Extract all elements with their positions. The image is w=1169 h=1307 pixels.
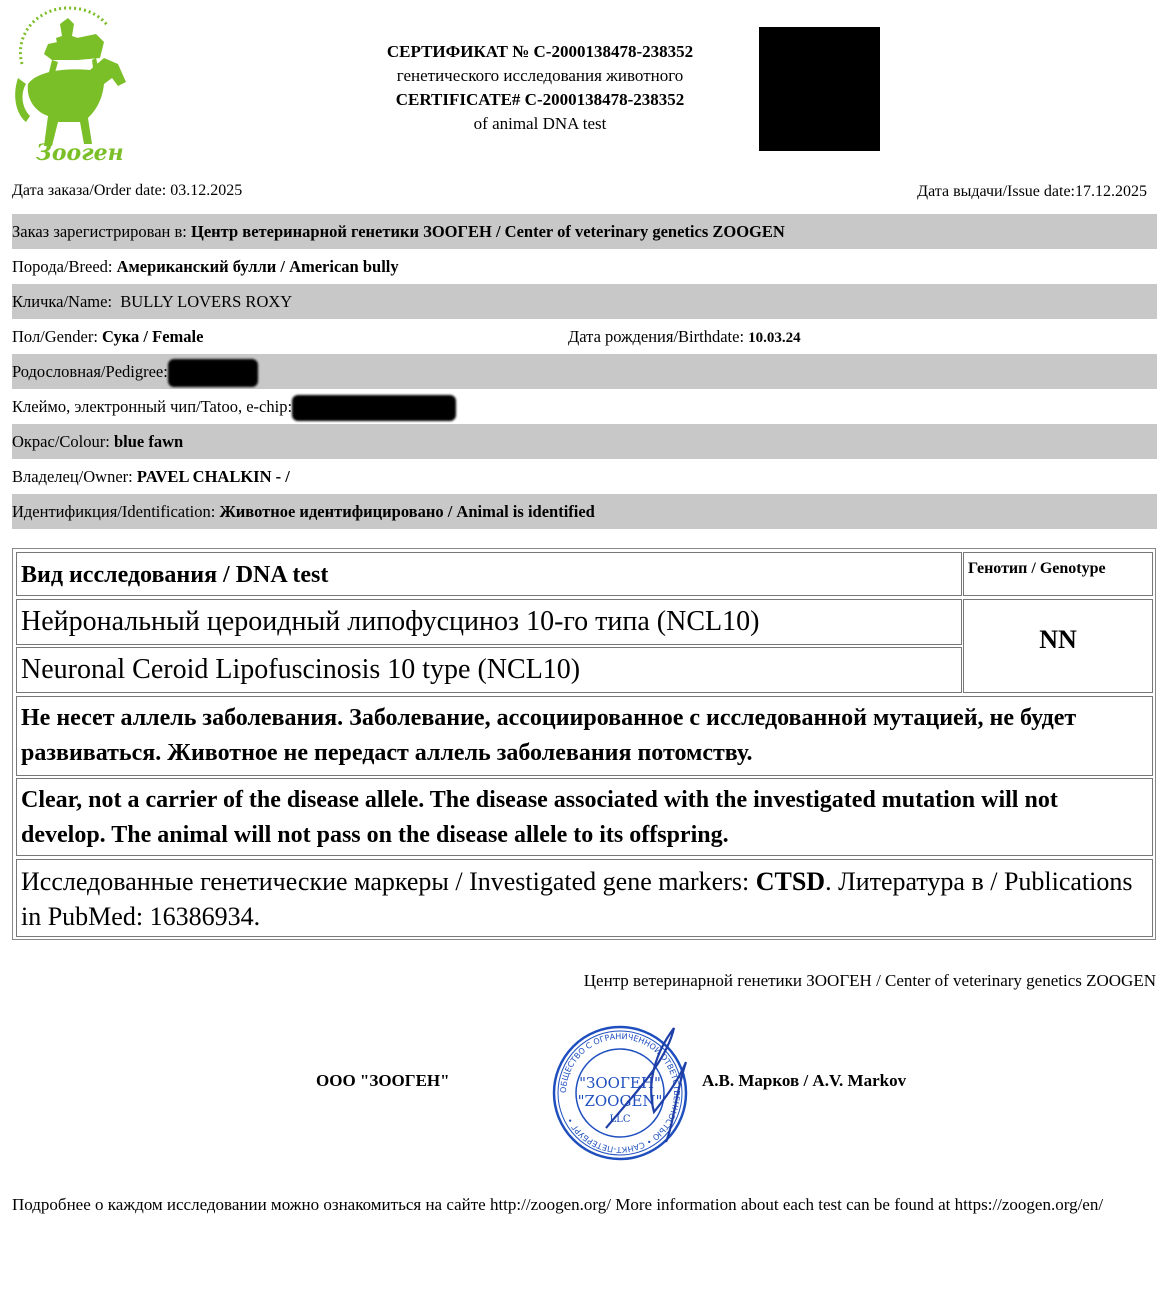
- owner-value: PAVEL CHALKIN - /: [136, 467, 290, 486]
- identification-label: Идентификция/Identification:: [12, 502, 216, 521]
- dna-test-table: [12, 548, 1156, 940]
- certificate-header: [330, 40, 750, 136]
- genotype-value: NN: [963, 599, 1153, 693]
- center-name: Центр ветеринарной генетики ЗООГЕН / Center of veterinary genetics ZOOGEN: [583, 971, 1156, 990]
- test-column-header: Вид исследования / DNA test: [16, 552, 962, 596]
- chip-row: [12, 389, 1157, 424]
- breed-label: Порода/Breed:: [12, 257, 113, 276]
- issue-date-value: 17.12.2025: [1075, 183, 1147, 200]
- result-ru: Не несет аллель заболевания. Заболевание, ассоциированное с исследованной мутацией, не будет развиваться. Животное не передаст аллель заболевания потомству.: [16, 696, 1153, 776]
- registered-label: Заказ зарегистрирован в:: [12, 222, 187, 241]
- redacted-qr-code: [759, 27, 880, 151]
- signer-name: А.В. Марков / A.V. Markov: [702, 1071, 907, 1090]
- stamp-line2: "ZOOGEN": [577, 1092, 663, 1110]
- issue-date: [917, 183, 1147, 201]
- gender-value: Сука / Female: [102, 327, 204, 346]
- owner-row: [12, 459, 1157, 494]
- gene-markers: [16, 859, 1153, 937]
- certificate-subtitle-en: of animal DNA test: [473, 114, 607, 133]
- stamp-line1: "ЗООГЕН": [579, 1074, 661, 1092]
- redacted-pedigree: [168, 359, 258, 387]
- order-date: [12, 182, 242, 200]
- test-name-en: Neuronal Ceroid Lipofuscinosis 10 type (NCL10): [16, 647, 962, 693]
- registered-row: [12, 214, 1157, 249]
- birthdate-label: Дата рождения/Birthdate:: [568, 327, 745, 346]
- company-stamp: [546, 1022, 694, 1164]
- footer-note: Подробнее о каждом исследовании можно ознакомиться на сайте http://zoogen.org/ More information about each test can be found at https://zoogen.org/en/: [12, 1195, 1104, 1214]
- pedigree-row: [12, 354, 1157, 389]
- owner-label: Владелец/Owner:: [12, 467, 133, 486]
- chip-label: Клеймо, электронный чип/Tatoo, e-chip:: [12, 397, 293, 416]
- name-label: Кличка/Name:: [12, 292, 113, 311]
- birthdate-value: 10.03.24: [748, 330, 801, 346]
- stamp-ring-text: ОБЩЕСТВО С ОГРАНИЧЕННОЙ ОТВЕТСТВЕННОСТЬЮ • САНКТ-ПЕТЕРБУРГ •: [558, 1031, 682, 1155]
- identification-value: Животное идентифицировано / Animal is identified: [219, 502, 595, 521]
- result-en: Clear, not a carrier of the disease allele. The disease associated with the investigated mutation will not develop. The animal will not pass on the disease allele to its offspring.: [16, 778, 1153, 856]
- markers-prefix: Исследованные генетические маркеры / Investigated gene markers:: [21, 867, 750, 896]
- certificate-subtitle-ru: генетического исследования животного: [396, 66, 684, 85]
- markers-suffix: . Литература в / Publications in PubMed: 16386934.: [21, 867, 1133, 931]
- gender-row: [12, 319, 1157, 354]
- identification-row: [12, 494, 1157, 529]
- gender-label: Пол/Gender:: [12, 327, 98, 346]
- test-name-ru: Нейрональный цероидный липофусциноз 10-го типа (NCL10): [16, 599, 962, 645]
- certificate-title-ru: СЕРТИФИКАТ № С-2000138478-238352: [386, 42, 694, 61]
- genotype-column-header: Генотип / Genotype: [963, 552, 1153, 596]
- birthdate: [568, 319, 801, 356]
- animal-info: [12, 214, 1157, 529]
- markers-gene: CTSD: [755, 867, 826, 896]
- breed-value: Американский булли / American bully: [116, 257, 399, 276]
- zoogen-logo: [8, 4, 128, 169]
- colour-value: blue fawn: [113, 432, 184, 451]
- colour-label: Окрас/Colour:: [12, 432, 110, 451]
- company-name: ООО "ЗООГЕН": [316, 1071, 450, 1090]
- pedigree-label: Родословная/Pedigree:: [12, 362, 168, 381]
- name-value: BULLY LOVERS ROXY: [120, 292, 293, 311]
- certificate-title-en: CERTIFICATE# C-2000138478-238352: [395, 90, 685, 109]
- colour-row: [12, 424, 1157, 459]
- order-date-label: Дата заказа/Order date:: [12, 182, 167, 199]
- stamp-line3: LLC: [609, 1114, 631, 1125]
- redacted-chip: [292, 395, 456, 421]
- name-row: [12, 284, 1157, 319]
- order-date-value: 03.12.2025: [170, 182, 243, 199]
- logo-text: Зооген: [36, 140, 124, 166]
- issue-date-label: Дата выдачи/Issue date:: [917, 183, 1075, 200]
- registered-value: Центр ветеринарной генетики ЗООГЕН / Center of veterinary genetics ZOOGEN: [191, 222, 785, 241]
- breed-row: [12, 249, 1157, 284]
- stamp-seal-icon: [546, 1022, 694, 1164]
